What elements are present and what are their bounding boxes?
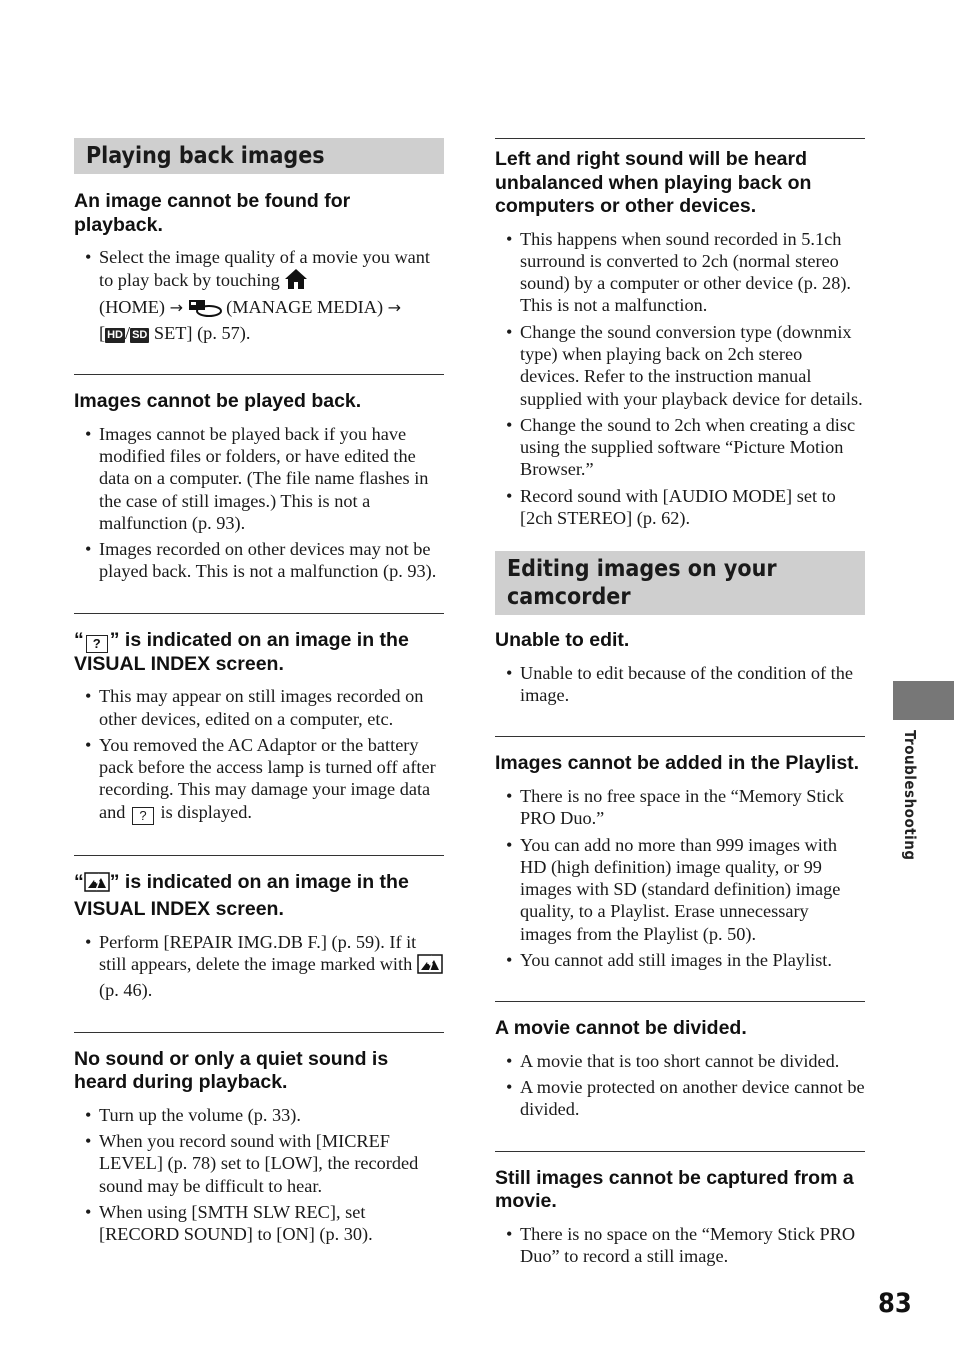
topic-heading: An image cannot be found for playback. bbox=[74, 190, 351, 236]
left-column bbox=[74, 138, 444, 1249]
list-item: • Turn up the volume (p. 33). bbox=[74, 1104, 444, 1126]
list-item: • When using [SMTH SLW REC], set [RECORD SOUND] to [ON] (p. 30). bbox=[74, 1201, 444, 1246]
topic-heading: Left and right sound will be heard unbalanced when playing back on computers or other devices. bbox=[495, 148, 812, 217]
topic-still-capture bbox=[495, 1151, 865, 1268]
list-item: • This may appear on still images recorded on other devices, edited on a computer, etc. bbox=[74, 685, 444, 730]
side-tab-marker bbox=[893, 681, 954, 720]
list-item: • Perform [REPAIR IMG.DB F.] (p. 59). If it still appears, delete the image marked with (p. 46). bbox=[74, 931, 444, 1002]
broken-image-icon bbox=[417, 954, 443, 979]
topic-heading: A movie cannot be divided. bbox=[495, 1017, 747, 1040]
list-item: • Images cannot be played back if you have modified files or folders, or have edited the data on a computer. (The file name flashes in the case of still images.) This is not a malfunction (p. 93). bbox=[74, 423, 444, 534]
topic-image-not-found bbox=[74, 190, 444, 374]
arrow-icon: → bbox=[169, 297, 183, 317]
question-box-icon: ? bbox=[86, 635, 108, 653]
topic-cannot-play-back bbox=[74, 374, 444, 613]
section-title-editing: Editing images on your camcorder bbox=[495, 551, 865, 615]
topic-no-sound bbox=[74, 1032, 444, 1246]
topic-heading: Images cannot be added in the Playlist. bbox=[495, 752, 860, 775]
list-item: • Record sound with [AUDIO MODE] set to [2ch STEREO] (p. 62). bbox=[495, 485, 865, 530]
list-item: • A movie protected on another device cannot be divided. bbox=[495, 1076, 865, 1121]
sd-icon: SD bbox=[132, 328, 148, 341]
topic-sound-unbalanced bbox=[495, 138, 865, 529]
list-item: • There is no free space in the “Memory Stick PRO Duo.” bbox=[495, 785, 865, 830]
topic-heading: “ ? ” is indicated on an image in the VISUAL INDEX screen. bbox=[74, 628, 409, 675]
question-box-icon: ? bbox=[132, 807, 154, 825]
topic-question-mark bbox=[74, 613, 444, 855]
right-column bbox=[495, 138, 865, 1271]
list-item: • You removed the AC Adaptor or the battery pack before the access lamp is turned off after recording. This may damage your image data and ? is displayed. bbox=[74, 734, 444, 825]
list-item: • Unable to edit because of the condition of the image. bbox=[495, 662, 865, 707]
list-item: • There is no space on the “Memory Stick PRO Duo” to record a still image. bbox=[495, 1223, 865, 1268]
topic-playlist bbox=[495, 736, 865, 1001]
list-item: • Images recorded on other devices may not be played back. This is not a malfunction (p. 93). bbox=[74, 538, 444, 583]
section-title-playing-back: Playing back images bbox=[74, 138, 444, 174]
manage-media-icon bbox=[188, 299, 222, 322]
list-item: • A movie that is too short cannot be divided. bbox=[495, 1050, 865, 1072]
hd-icon: HD bbox=[107, 328, 123, 341]
topic-heading: Images cannot be played back. bbox=[74, 390, 362, 413]
topic-heading: Unable to edit. bbox=[495, 629, 630, 652]
side-label: Troubleshooting bbox=[901, 730, 919, 861]
list-item: • Change the sound to 2ch when creating a disc using the supplied software “Picture Motion Browser.” bbox=[495, 414, 865, 481]
page-number: 83 bbox=[878, 1288, 912, 1319]
topic-movie-divide bbox=[495, 1001, 865, 1150]
topic-heading: No sound or only a quiet sound is heard during playback. bbox=[74, 1047, 389, 1094]
topic-broken-image bbox=[74, 855, 444, 1032]
list-item: • Select the image quality of a movie you want to play back by touching (HOME) → (MANAGE MEDIA) → [ HD / SD SET] (p. 57). bbox=[74, 246, 444, 344]
topic-unable-to-edit bbox=[495, 629, 865, 736]
list-item: • This happens when sound recorded in 5.1ch surround is converted to 2ch (normal stereo sound) by a computer or other device (p. 28). This is not a malfunction. bbox=[495, 228, 865, 317]
topic-heading: “ ” is indicated on an image in the VISUAL INDEX screen. bbox=[74, 870, 409, 921]
list-item: • When you record sound with [MICREF LEVEL] (p. 78) set to [LOW], the recorded sound may be difficult to hear. bbox=[74, 1130, 444, 1197]
arrow-icon: → bbox=[387, 297, 402, 317]
broken-image-icon bbox=[84, 872, 110, 899]
list-item: • You can add no more than 999 images with HD (high definition) image quality, or 99 images with SD (standard definition) image quality, to a Playlist. Erase unnecessary images from the Playlist (p. 50). bbox=[495, 834, 865, 945]
list-item: • Change the sound conversion type (downmix type) when playing back on 2ch stereo devices. Refer to the instruction manual supplied with your playback device for details. bbox=[495, 321, 865, 410]
topic-heading: Still images cannot be captured from a movie. bbox=[495, 1166, 854, 1213]
list-item: • You cannot add still images in the Playlist. bbox=[495, 949, 865, 971]
home-icon bbox=[284, 268, 308, 295]
